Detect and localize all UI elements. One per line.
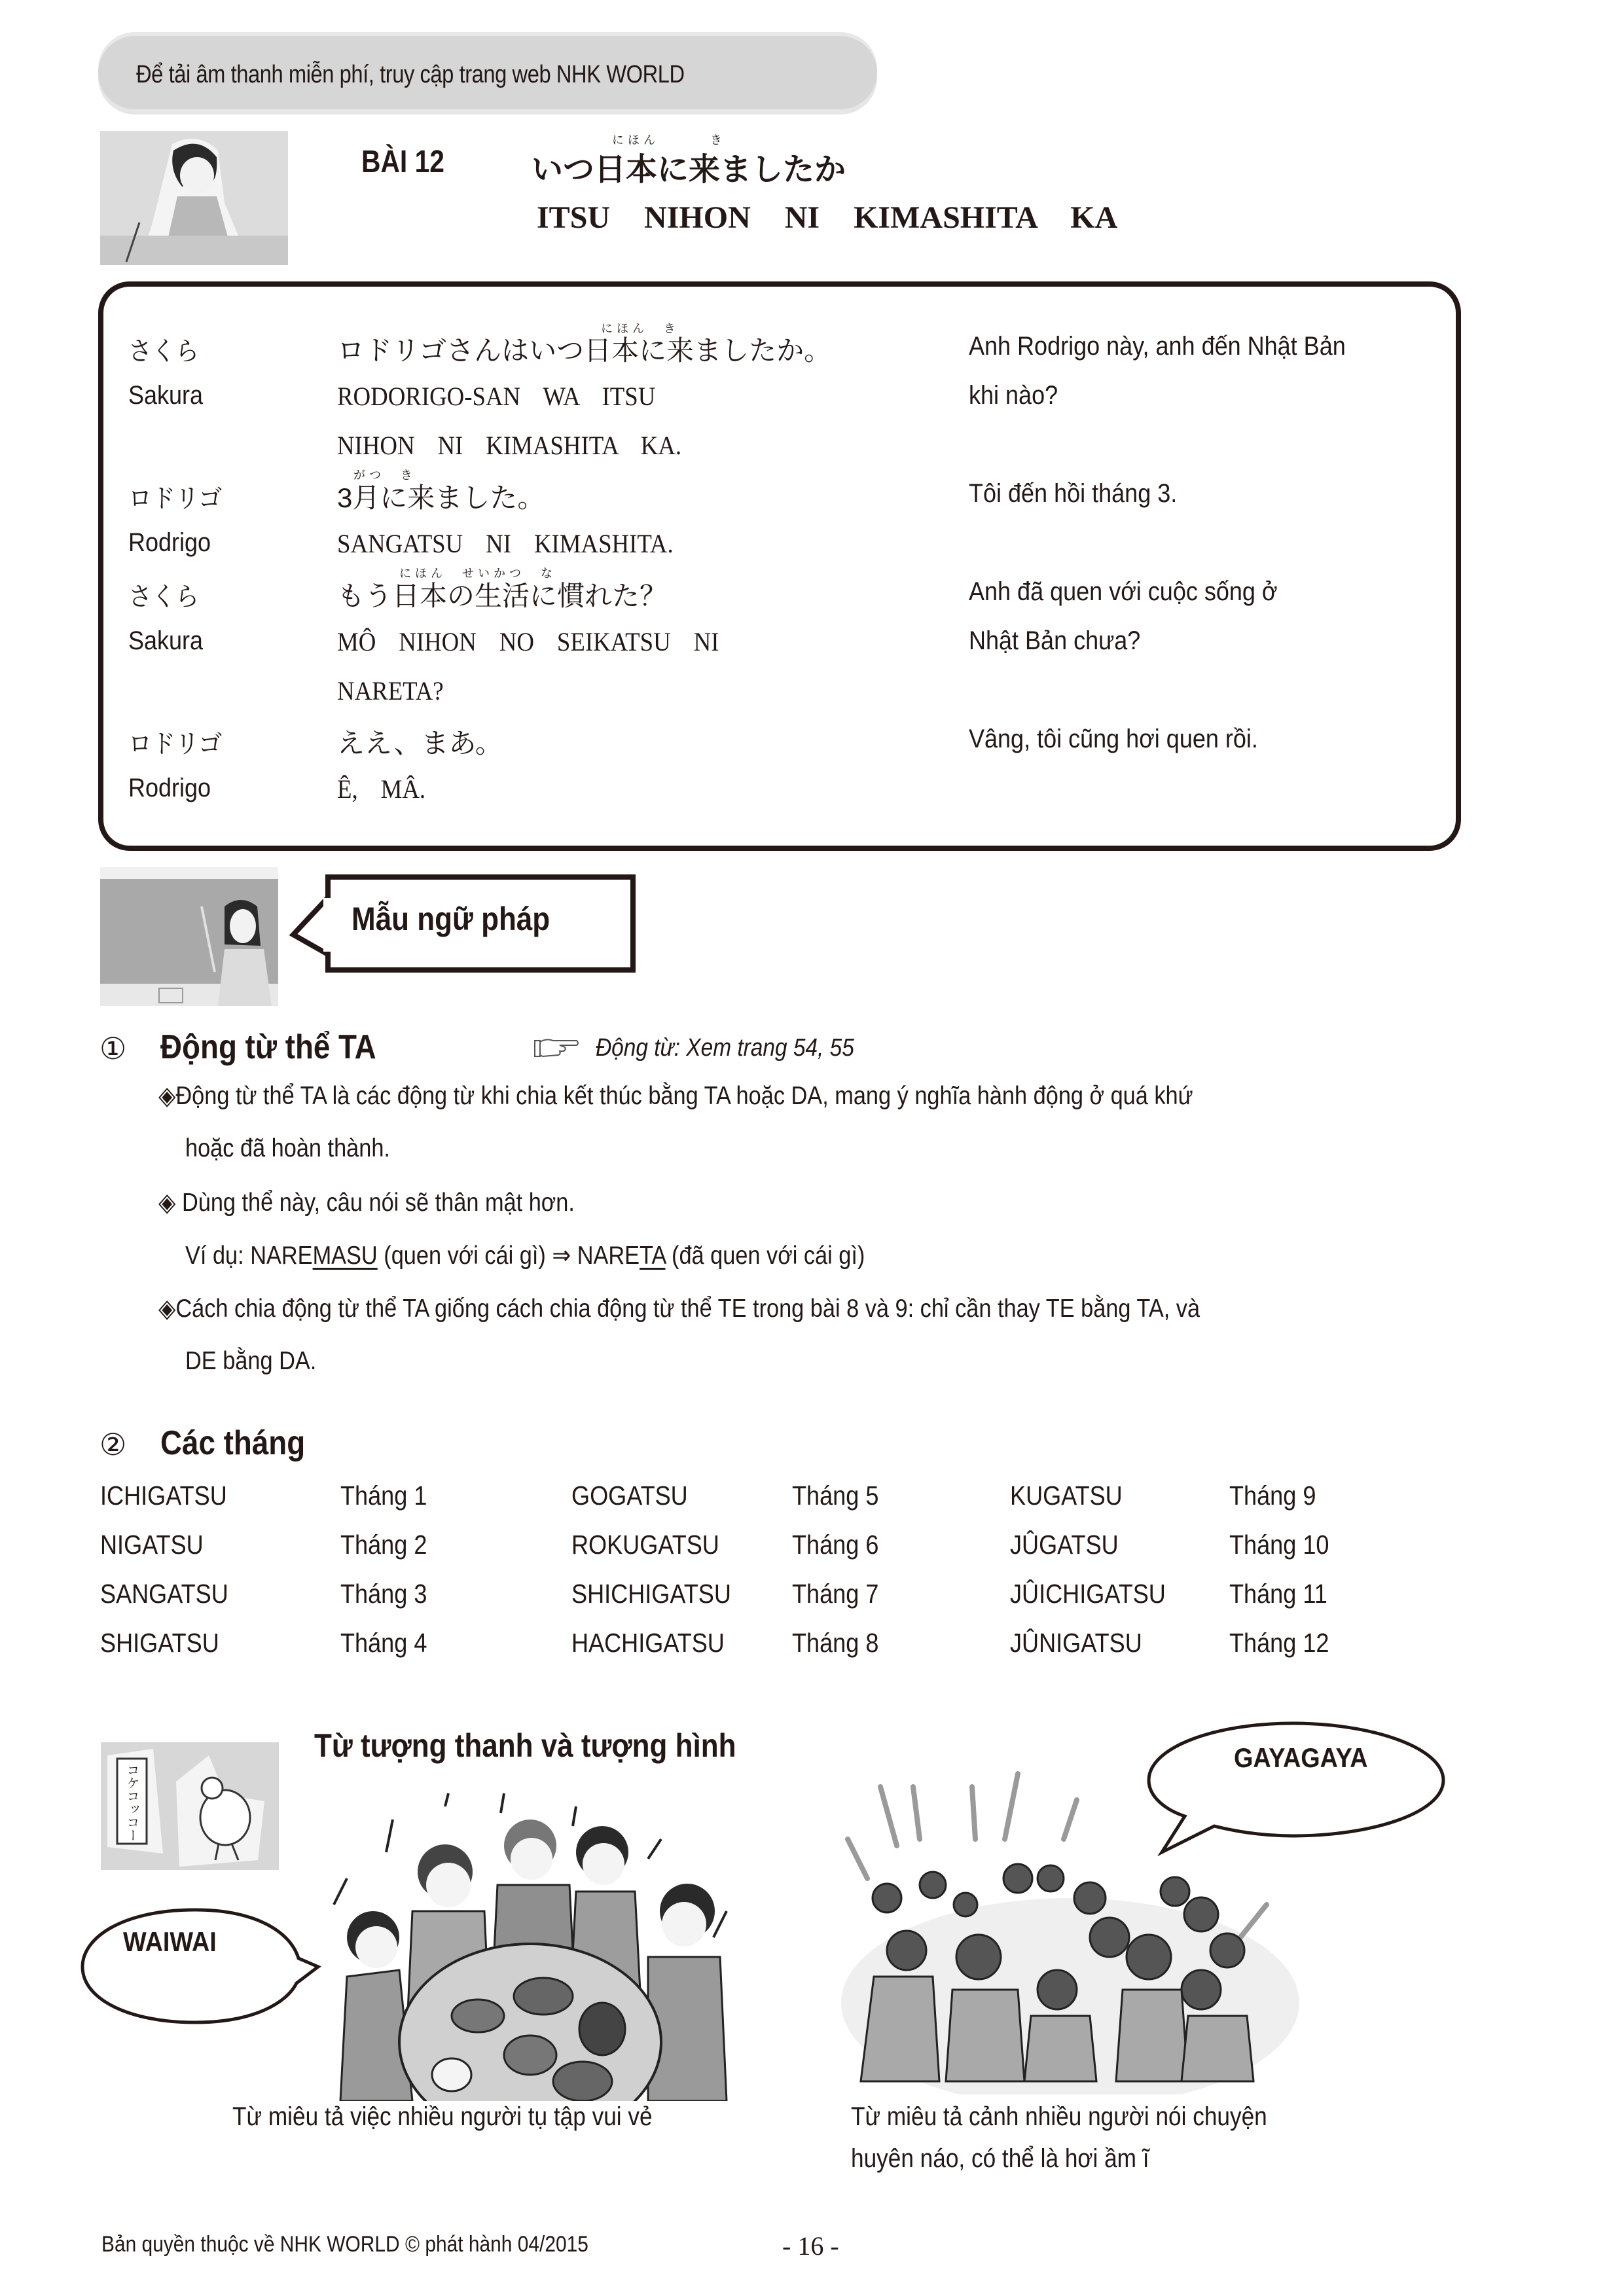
month-vietnamese: Tháng 5: [792, 1480, 879, 1511]
bullet-diamond-icon: ◈: [158, 1082, 176, 1110]
month-romaji: GOGATSU: [571, 1480, 688, 1511]
example-word-2-gloss: (đã quen với cái gì): [665, 1242, 865, 1270]
onomatopoeia-title: Từ tượng thanh và tượng hình: [314, 1727, 736, 1764]
pointing-hand-icon: [533, 1035, 579, 1059]
ruby-ki: き: [710, 134, 726, 147]
example-word-2-suffix: TA: [640, 1242, 666, 1270]
teacher-illustration: [100, 867, 278, 1006]
dialog-vi-3a: Anh đã quen với cuộc sống ở: [969, 577, 1278, 606]
bullet-2: [158, 1188, 575, 1217]
dialog-romaji-4: Ê, MÂ.: [337, 774, 426, 804]
teacher-icon: [100, 867, 278, 1006]
bullet-1-line-2: hoặc đã hoàn thành.: [185, 1134, 390, 1162]
speaker-jp-rodrigo-2: ロドリゴ: [128, 730, 223, 759]
people-around-table-icon: [308, 1780, 740, 2101]
lesson-title-japanese: いつ日本に来ましたか: [532, 152, 846, 187]
example-word-1-gloss: (quen với cái gì): [377, 1242, 552, 1270]
month-vietnamese: Tháng 8: [792, 1628, 879, 1658]
month-romaji: JÛGATSU: [1010, 1530, 1119, 1560]
ruby-nihon: にほん: [612, 134, 659, 147]
example-word-1-suffix: MASU: [312, 1242, 378, 1270]
section-2-number: ②: [99, 1427, 127, 1462]
dialog-vi-2: Tôi đến hồi tháng 3.: [969, 479, 1178, 508]
grammar-header: Mẫu ngữ pháp: [352, 901, 550, 937]
section-1-number: ①: [99, 1031, 127, 1066]
bullet-diamond-icon: ◈: [158, 1295, 176, 1323]
month-vietnamese: Tháng 1: [340, 1480, 427, 1511]
month-vietnamese: Tháng 10: [1229, 1530, 1329, 1560]
month-vietnamese: Tháng 7: [792, 1579, 879, 1609]
dialog-romaji-1a: RODORIGO-SAN WA ITSU: [337, 382, 656, 411]
speaker-jp-sakura: さくら: [128, 337, 199, 366]
lesson-number: BÀI 12: [361, 145, 444, 179]
dialog-vi-3b: Nhật Bản chưa?: [969, 626, 1141, 655]
student-illustration: [100, 131, 288, 265]
bullet-3-line-1: [158, 1294, 1200, 1323]
speaker-romaji-rodrigo: Rodrigo: [128, 528, 211, 557]
copyright-footer: Bản quyền thuộc về NHK WORLD © phát hành 04/2015: [101, 2232, 588, 2257]
dialog-vi-1b: khi nào?: [969, 381, 1058, 410]
waiwai-word: WAIWAI: [123, 1926, 217, 1957]
section-1-title: Động từ thể TA: [160, 1028, 376, 1066]
bullet-1-line-1: [158, 1081, 1193, 1111]
waiwai-caption: Từ miêu tả việc nhiều người tụ tập vui vẻ: [232, 2102, 653, 2131]
dialog-romaji-1b: NIHON NI KIMASHITA KA.: [337, 431, 682, 460]
month-romaji: SHIGATSU: [100, 1628, 219, 1658]
download-banner-text: Để tải âm thanh miễn phí, truy cập trang web NHK WORLD: [136, 61, 685, 88]
bullet-diamond-icon: ◈: [158, 1189, 176, 1217]
gayagaya-caption-line-1: Từ miêu tả cảnh nhiều người nói chuyện: [851, 2102, 1267, 2131]
month-vietnamese: Tháng 6: [792, 1530, 879, 1560]
month-romaji: JÛNIGATSU: [1010, 1628, 1142, 1658]
dialog-ruby-1: にほん き: [601, 322, 679, 335]
lesson-title-romaji: ITSU NIHON NI KIMASHITA KA: [537, 200, 1118, 235]
verb-reference: Động từ: Xem trang 54, 55: [596, 1034, 854, 1062]
month-vietnamese: Tháng 11: [1229, 1579, 1327, 1609]
chicken-sound: コケコッコー: [124, 1763, 139, 1842]
example-word-1-stem: NARE: [250, 1242, 313, 1270]
month-romaji: NIGATSU: [100, 1530, 204, 1560]
callout-pointer-mask: [321, 895, 334, 954]
bullet-1-text: Động từ thể TA là các động từ khi chia kết thúc bằng TA hoặc DA, mang ý nghĩa hành động ở quá khứ: [175, 1082, 1193, 1110]
waiwai-speech-bubble: [77, 1905, 326, 2036]
example-line: [185, 1241, 865, 1270]
dialog-jp-3: もう日本の生活に慣れた？: [337, 581, 668, 611]
dialog-ruby-3: にほん せいかつ な: [399, 567, 556, 580]
page-number: - 16 -: [782, 2231, 839, 2261]
bullet-3-line-2: DE bằng DA.: [185, 1347, 317, 1375]
month-vietnamese: Tháng 9: [1229, 1480, 1316, 1511]
speaker-jp-sakura-2: さくら: [128, 583, 199, 611]
dialog-jp-1: ロドリゴさんはいつ日本に来ましたか。: [337, 335, 832, 366]
dialog-jp-2: 3月に来ました。: [337, 482, 545, 513]
student-writing-icon: [100, 131, 288, 265]
month-vietnamese: Tháng 2: [340, 1530, 427, 1560]
gayagaya-caption-line-2: huyên náo, có thể là hơi ầm ĩ: [851, 2144, 1149, 2173]
dialog-vi-1a: Anh Rodrigo này, anh đến Nhật Bản: [969, 332, 1346, 361]
bullet-2-text: Dùng thể này, câu nói sẽ thân mật hơn.: [181, 1189, 575, 1217]
dialog-romaji-3b: NARETA?: [337, 676, 444, 706]
section-2-title: Các tháng: [160, 1424, 306, 1462]
speaker-romaji-sakura-2: Sakura: [128, 626, 204, 655]
month-romaji: SANGATSU: [100, 1579, 228, 1609]
dialog-jp-4: ええ、まあ。: [337, 728, 503, 759]
speaker-jp-rodrigo: ロドリゴ: [128, 484, 223, 513]
gayagaya-speech-bubble: [1018, 1712, 1463, 1875]
month-romaji: JÛICHIGATSU: [1010, 1579, 1166, 1609]
dialog-romaji-2: SANGATSU NI KIMASHITA.: [337, 529, 674, 558]
chicken-illustration: [101, 1742, 279, 1870]
month-romaji: SHICHIGATSU: [571, 1579, 731, 1609]
dialog-vi-4: Vâng, tôi cũng hơi quen rồi.: [969, 725, 1258, 753]
speaker-romaji-rodrigo-2: Rodrigo: [128, 774, 211, 802]
dialog-romaji-3a: MÔ NIHON NO SEIKATSU NI: [337, 627, 719, 656]
speaker-romaji-sakura: Sakura: [128, 381, 204, 410]
month-romaji: ROKUGATSU: [571, 1530, 719, 1560]
month-vietnamese: Tháng 12: [1229, 1628, 1329, 1658]
bullet-3-text: Cách chia động từ thể TA giống cách chia động từ thể TE trong bài 8 và 9: chỉ cần thay TE bằng TA, và: [175, 1295, 1200, 1323]
party-illustration: [308, 1780, 740, 2101]
dialog-ruby-2: がつ き: [353, 469, 416, 482]
example-prefix: Ví dụ:: [185, 1242, 251, 1270]
month-romaji: KUGATSU: [1010, 1480, 1123, 1511]
example-word-2-stem: NARE: [571, 1242, 640, 1270]
month-vietnamese: Tháng 4: [340, 1628, 427, 1658]
arrow-icon: ⇒: [552, 1242, 571, 1270]
month-romaji: HACHIGATSU: [571, 1628, 725, 1658]
month-vietnamese: Tháng 3: [340, 1579, 427, 1609]
gayagaya-word: GAYAGAYA: [1234, 1742, 1368, 1773]
month-romaji: ICHIGATSU: [100, 1480, 227, 1511]
